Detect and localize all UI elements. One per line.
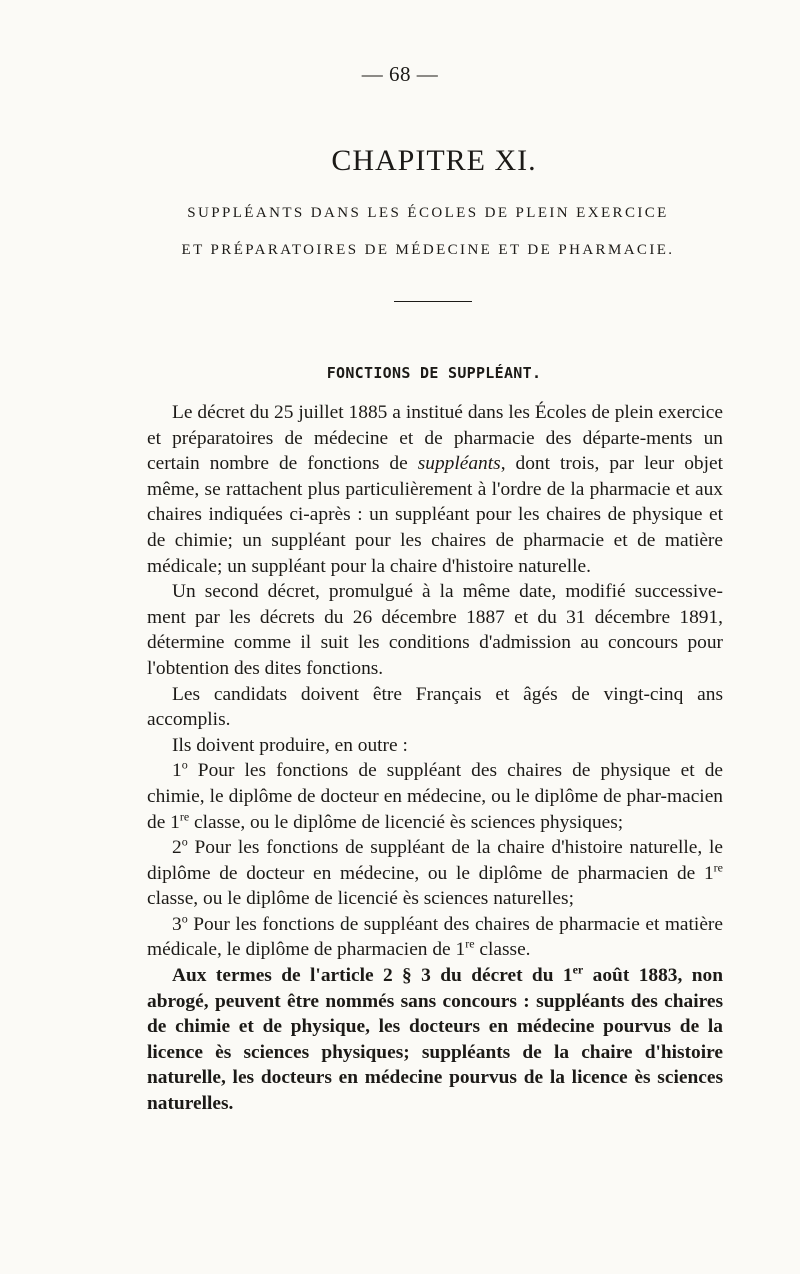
list-item-physics-chemistry	[147, 758, 723, 835]
list-item-pharmacy	[147, 912, 723, 963]
paragraph-article-2	[147, 963, 723, 1117]
item-text: Pour les fonctions de suppléant des chaires de pharmacie et matière médicale, le diplôme de pharmacien de 1	[147, 913, 723, 961]
ordinal-mark: o	[181, 834, 188, 849]
item-text: Pour les fonctions de suppléant des chaires de physique et de chimie, le diplôme de docteur en médecine, ou le diplôme de phar-macien de 1	[147, 760, 723, 833]
page-number: — 68 —	[361, 62, 439, 86]
chapter-subtitle-line-1: SUPPLÉANTS DANS LES ÉCOLES DE PLEIN EXERCICE	[187, 205, 669, 221]
ordinal-mark: o	[181, 757, 188, 772]
body-text	[147, 400, 723, 1117]
ordinal-mark: o	[181, 911, 188, 926]
item-number: 2	[172, 837, 182, 859]
superscript: re	[465, 937, 475, 951]
section-heading: FONCTIONS DE SUPPLÉANT.	[326, 364, 542, 382]
item-text: Pour les fonctions de suppléant de la chaire d'histoire naturelle, le diplôme de docteur en médecine, ou le diplôme de pharmacien de 1	[147, 837, 723, 884]
chapter-title: CHAPITRE XI.	[331, 144, 537, 177]
superscript: re	[179, 809, 190, 824]
paragraph-decree-1885	[147, 400, 723, 579]
item-text: classe, ou le diplôme de licencié ès sciences naturelles;	[147, 888, 574, 910]
paragraph-text: , dont trois, par leur objet même, se rattachent plus particulièrement à l'ordre de la pharmacie et aux chaires indiquées ci-après : un suppléant pour les chaires de physique et de chimie; un suppléant pour les chaires de pharmacie et de matière médicale; un suppléant pour la chaire d'histoire naturelle.	[147, 453, 723, 577]
paragraph-candidates: Les candidats doivent être Français et âgés de vingt-cinq ans accomplis.	[147, 683, 723, 731]
item-text: classe.	[474, 939, 531, 961]
chapter-subtitle-line-2: ET PRÉPARATOIRES DE MÉDECINE ET DE PHARMACIE.	[181, 242, 675, 258]
emphasis-suppleants: suppléants	[417, 453, 501, 475]
paragraph-text: Aux termes de l'article 2 § 3 du décret du 1	[172, 965, 573, 987]
separator-rule	[394, 301, 472, 302]
list-item-natural-history	[147, 835, 723, 912]
superscript: er	[572, 962, 584, 977]
superscript: re	[713, 860, 723, 875]
paragraph-requirements-intro: Ils doivent produire, en outre :	[172, 734, 408, 756]
item-number: 1	[172, 760, 182, 782]
item-number: 3	[172, 913, 182, 935]
item-text: classe, ou le diplôme de licencié ès sciences physiques;	[189, 811, 624, 833]
paragraph-second-decree: Un second décret, promulgué à la même date, modifié successive-ment par les décrets du 26 décembre 1887 et du 31 décembre 1891, détermine comme il suit les conditions d'admission au concours pour l'obtention des dites fonctions.	[147, 581, 723, 679]
paragraph-text: août 1883, non abrogé, peuvent être nommés sans concours : suppléants des chaires de chimie et de physique, les docteurs en médecine pourvus de la licence ès sciences physiques; suppléants de la chaire d'histoire naturelle, les docteurs en médecine pourvus de la licence ès sciences naturelles.	[147, 965, 723, 1115]
paragraph-text: Le décret du 25 juillet 1885 a institué dans les Écoles de plein exercice et préparatoires de médecine et de pharmacie des départe-ments un certain nombre de fonctions de	[147, 402, 723, 475]
